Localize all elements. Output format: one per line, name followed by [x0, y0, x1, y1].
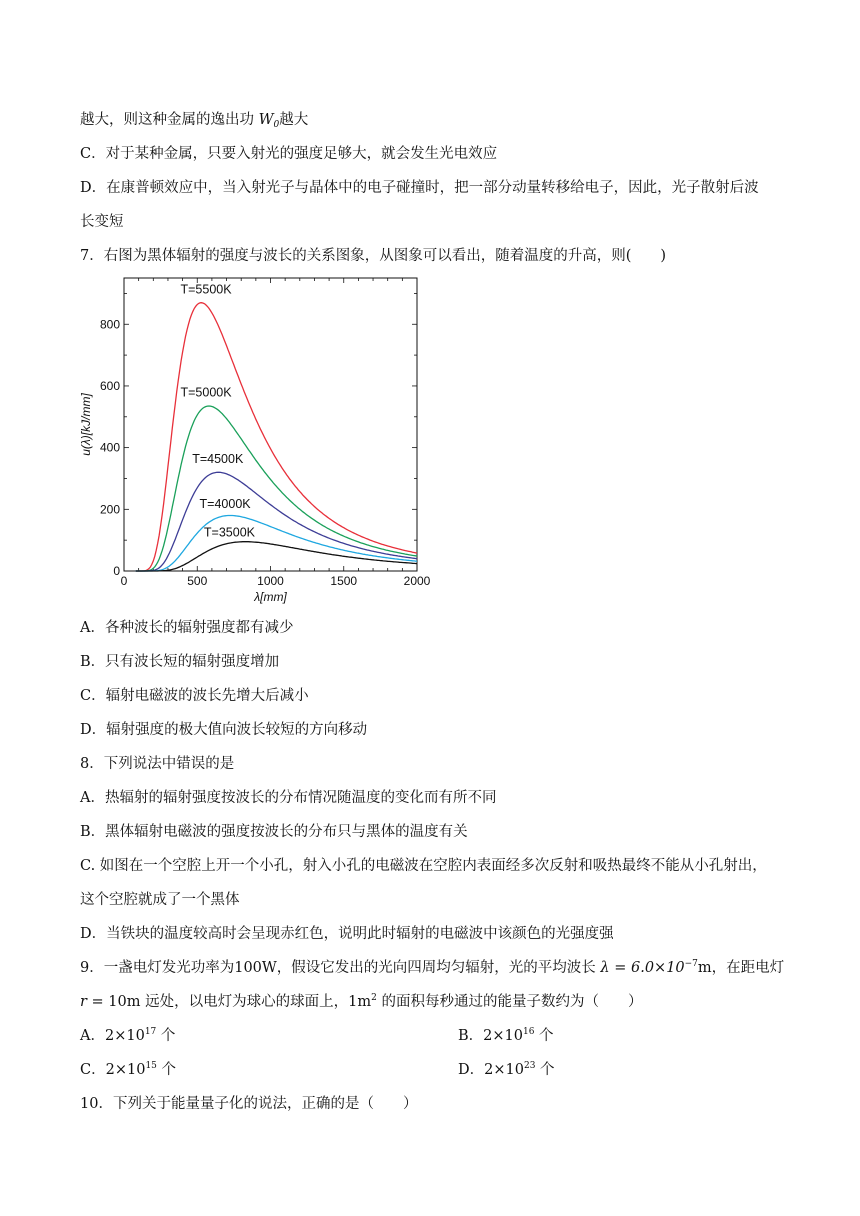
q9-option-d-label: D． — [458, 1062, 485, 1078]
q7-option-a: A．各种波长的辐射强度都有减少 — [80, 620, 294, 636]
x-tick-label: 2000 — [403, 574, 431, 588]
q6-option-d-line1: D．在康普顿效应中，当入射光子与晶体中的电子碰撞时，把一部分动量转移给电子，因此，光子散射后波 — [80, 180, 759, 196]
q9-option-d-base: 2×10 — [484, 1062, 524, 1078]
q9-option-b-label: B． — [458, 1028, 484, 1044]
x-tick-label: 0 — [120, 574, 128, 588]
q9-option-b-exp: 16 — [522, 1027, 535, 1037]
q9-options-row2 — [80, 1060, 780, 1080]
work-function-symbol: W — [258, 112, 274, 128]
q7-option-d: D．辐射强度的极大值向波长较短的方向移动 — [80, 722, 368, 738]
q6-b-text: 越大，则这种金属的逸出功 — [80, 112, 259, 128]
blackbody-chart — [72, 268, 442, 610]
q9-option-a-unit: 个 — [156, 1028, 176, 1044]
area-exponent: 2 — [371, 993, 377, 1003]
q9-stem-line2 — [80, 992, 642, 1012]
q9-option-c-base: 2×10 — [105, 1062, 146, 1078]
series-line-4000 — [136, 516, 417, 572]
y-tick-label: 400 — [99, 440, 120, 455]
q8-option-a: A．热辐射的辐射强度按波长的分布情况随温度的变化而有所不同 — [80, 790, 497, 806]
x-tick-label: 1000 — [257, 574, 284, 588]
y-tick-label: 0 — [113, 564, 120, 578]
q9-option-a — [80, 1028, 175, 1044]
series-label-3500: T=3500K — [203, 525, 256, 540]
q9-option-b-unit: 个 — [534, 1028, 554, 1044]
q9-option-a-base: 2×10 — [104, 1028, 145, 1044]
q8-stem: 8．下列说法中错误的是 — [80, 756, 235, 772]
q9-option-a-label: A． — [80, 1028, 105, 1044]
q6-option-c: C．对于某种金属，只要入射光的强度足够大，就会发生光电效应 — [80, 146, 498, 162]
y-axis-label: u(λ)[kJ/mm] — [79, 393, 93, 456]
q9-option-d-unit: 个 — [535, 1062, 555, 1078]
q9-option-b — [458, 1026, 554, 1046]
q9-options-row1 — [80, 1026, 780, 1046]
chart-curves — [136, 303, 417, 571]
q6-b-text-end: 越大 — [279, 112, 309, 128]
q9-option-b-base: 2×10 — [483, 1028, 523, 1044]
q9-option-d-exp: 23 — [523, 1061, 536, 1071]
q10-stem: 10．下列关于能量量子化的说法，正确的是（ ） — [80, 1096, 418, 1112]
x-axis-label: λ[mm] — [254, 590, 287, 604]
q9-stem-text: 9．一盏电灯发光功率为100W，假设它发出的光向四周均匀辐射，光的平均波长 — [80, 960, 596, 976]
q6-option-d-line2: 长变短 — [80, 214, 124, 230]
y-tick-label: 600 — [99, 378, 120, 393]
wavelength-exponent: −7 — [684, 959, 698, 969]
q9-option-a-exp: 17 — [144, 1027, 157, 1037]
area-value: 1m — [348, 994, 372, 1010]
q7-option-b: B．只有波长短的辐射强度增加 — [80, 654, 280, 670]
q7-stem: 7．右图为黑体辐射的强度与波长的关系图象，从图象可以看出，随着温度的升高，则( ) — [80, 248, 667, 264]
series-line-5000 — [136, 406, 417, 571]
x-tick-label: 1500 — [330, 574, 358, 588]
q6-option-b-continued — [80, 110, 308, 130]
y-tick-label: 200 — [99, 502, 120, 517]
q9-stem-line1 — [80, 958, 784, 978]
q9-option-c-exp: 15 — [145, 1061, 157, 1071]
series-label-5500: T=5500K — [180, 282, 232, 297]
x-tick-label: 500 — [187, 574, 208, 588]
q9-option-d — [458, 1060, 555, 1080]
q9-option-c-label: C． — [80, 1062, 106, 1078]
series-label-4000: T=4000K — [199, 496, 251, 511]
y-tick-label: 800 — [99, 317, 120, 332]
wavelength-unit: m — [697, 960, 712, 976]
q9-option-c — [80, 1062, 176, 1078]
q9-option-c-unit: 个 — [156, 1062, 176, 1078]
q9-stem-text-2: ，在距电灯 — [711, 960, 785, 976]
q8-option-c-line1: C. 如图在一个空腔上开一个小孔，射入小孔的电磁波在空腔内表面经多次反射和吸热最终不能从小孔射出， — [80, 858, 767, 874]
distance-value: = 10m — [86, 994, 141, 1010]
q8-option-b: B．黑体辐射电磁波的强度按波长的分布只与黑体的温度有关 — [80, 824, 468, 840]
wavelength-expression: λ = 6.0×10 — [600, 960, 685, 976]
series-label-4500: T=4500K — [192, 452, 244, 467]
chart-labels — [79, 282, 431, 604]
q9-stem-text-4: 的面积每秒通过的能量子数约为（ ） — [376, 994, 643, 1010]
q7-option-c: C．辐射电磁波的波长先增大后减小 — [80, 688, 309, 704]
series-label-5000: T=5000K — [180, 385, 232, 400]
q8-option-c-line2: 这个空腔就成了一个黑体 — [80, 892, 240, 908]
work-function-subscript: 0 — [273, 120, 280, 130]
q8-option-d: D．当铁块的温度较高时会呈现赤红色，说明此时辐射的电磁波中该颜色的光强度强 — [80, 926, 614, 942]
distance-symbol: r — [80, 994, 87, 1010]
q9-stem-text-3: 远处，以电灯为球心的球面上， — [140, 994, 349, 1010]
